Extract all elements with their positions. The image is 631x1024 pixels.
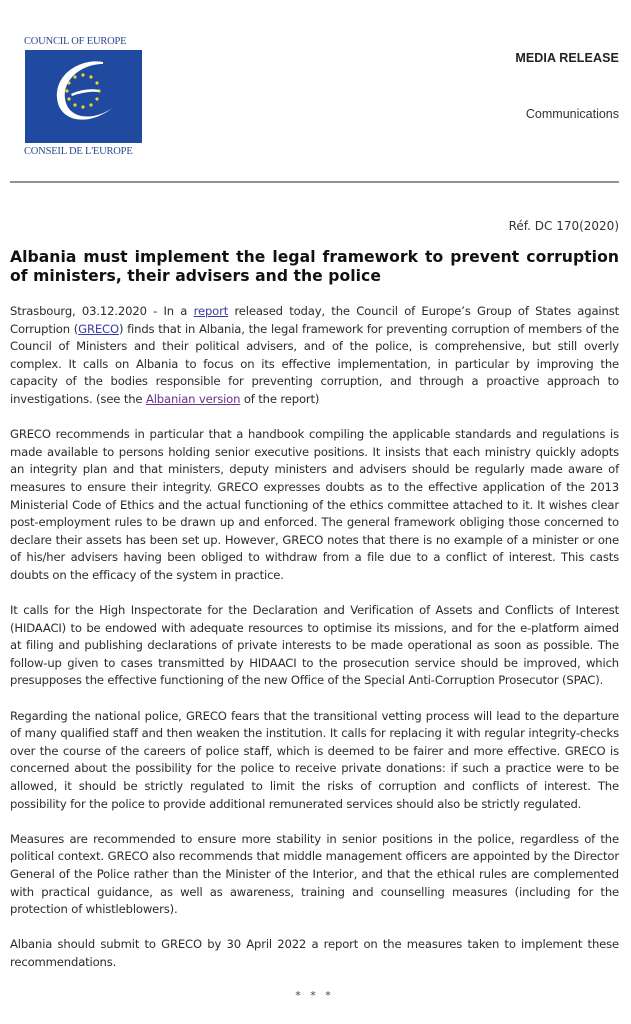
paragraph-measures: Measures are recommended to ensure more stability in senior positions in the police, regardless of the political context. GRECO also recommends that middle management officers are appointed by the Director General of the Police rather than the Minister of the Interior, and that the ethical rules are complemented with practical guidance, as well as awareness, training and counselling measures (including for the protection of whistleblowers).	[10, 831, 619, 917]
albanian-version-link[interactable]: Albanian version	[145, 391, 241, 406]
article-body	[10, 248, 619, 1002]
paragraph-hidaaci: It calls for the High Inspectorate for the Declaration and Verification of Assets and Conflicts of Interest (HIDAACI) to be endowed with adequate resources to optimise its missions, and for the e-platform aimed at filing and publishing declarations of private interests to be made operational as soon as possible. The follow-up given to cases transmitted by HIDAACI to the prosecution service should be improved, which presupposes the effective functioning of the new Office of the Special Anti-Corruption Prosecutor (SPAC).	[10, 603, 619, 688]
section-separator: * * *	[295, 989, 334, 1003]
paragraph-intro	[10, 303, 619, 409]
intro-text-3: ) finds that in Albania, the legal framework for preventing corruption of members of the Council of Ministers and their political advisers, and of the police, is comprehensive, but still overly complex. It calls on Albania to focus on its effective implementation, in particular by improving the capacity of the bodies responsible for preventing corruption, and through a proactive approach to investigations. (see the	[10, 321, 619, 406]
paragraph-police: Regarding the national police, GRECO fears that the transitional vetting process will lead to the departure of many qualified staff and then weaken the institution. It calls for replacing it with regular integrity-checks over the course of the careers of police staff, which is deemed to be fairer and more effective. GRECO is concerned about the possibility for the police to receive private donations: if such a practice were to be allowed, it should be strictly regulated to limit the risks of corruption and conflicts of interest. The possibility for the police to provide additional remunerated services should also be strictly regulated.	[10, 708, 619, 811]
council-of-europe-logo	[24, 36, 144, 158]
intro-text-4: of the report)	[240, 391, 320, 406]
intro-text-2: released today, the Council of Europe’s Group of States against Corruption (	[10, 304, 619, 336]
council-of-europe-emblem-icon	[25, 50, 142, 143]
department-label: Communications	[525, 107, 619, 121]
page-header	[0, 0, 631, 190]
logo-bottom-text: CONSEIL DE L'EUROPE	[24, 146, 133, 157]
paragraph-recommendations: GRECO recommends in particular that a handbook compiling the applicable standards and regulations is made available to persons holding senior executive positions. It insists that each ministry quickly adopts an integrity plan and that ministers, deputy ministers and advisers should be regularly made aware of measures to ensure their integrity. GRECO expresses doubts as to the effective application of the 2013 Ministerial Code of Ethics and the actual functioning of the ethics committee attached to it. It wishes clear post-employment rules to be drawn up and enforced. The general framework obliging those concerned to declare their assets has been set up. However, GRECO notes that there is no example of a minister or one of his/her advisers having been obliged to withdraw from a file due to a conflict of interest. This casts doubts on the efficacy of the system in practice.	[10, 427, 619, 582]
reference-number: Réf. DC 170(2020)	[508, 219, 619, 233]
paragraph-deadline: Albania should submit to GRECO by 30 April 2022 a report on the measures taken to implement these recommendations.	[10, 937, 619, 969]
intro-text-1: Strasbourg, 03.12.2020 - In a	[10, 304, 194, 318]
report-link[interactable]: report	[193, 304, 229, 318]
article-headline: Albania must implement the legal framework to prevent corruption of ministers, their advisers and the police	[10, 248, 619, 285]
greco-link[interactable]: GRECO	[78, 321, 119, 336]
media-release-label: MEDIA RELEASE	[515, 51, 619, 65]
header-divider	[10, 181, 619, 183]
logo-top-text: COUNCIL OF EUROPE	[24, 36, 127, 47]
